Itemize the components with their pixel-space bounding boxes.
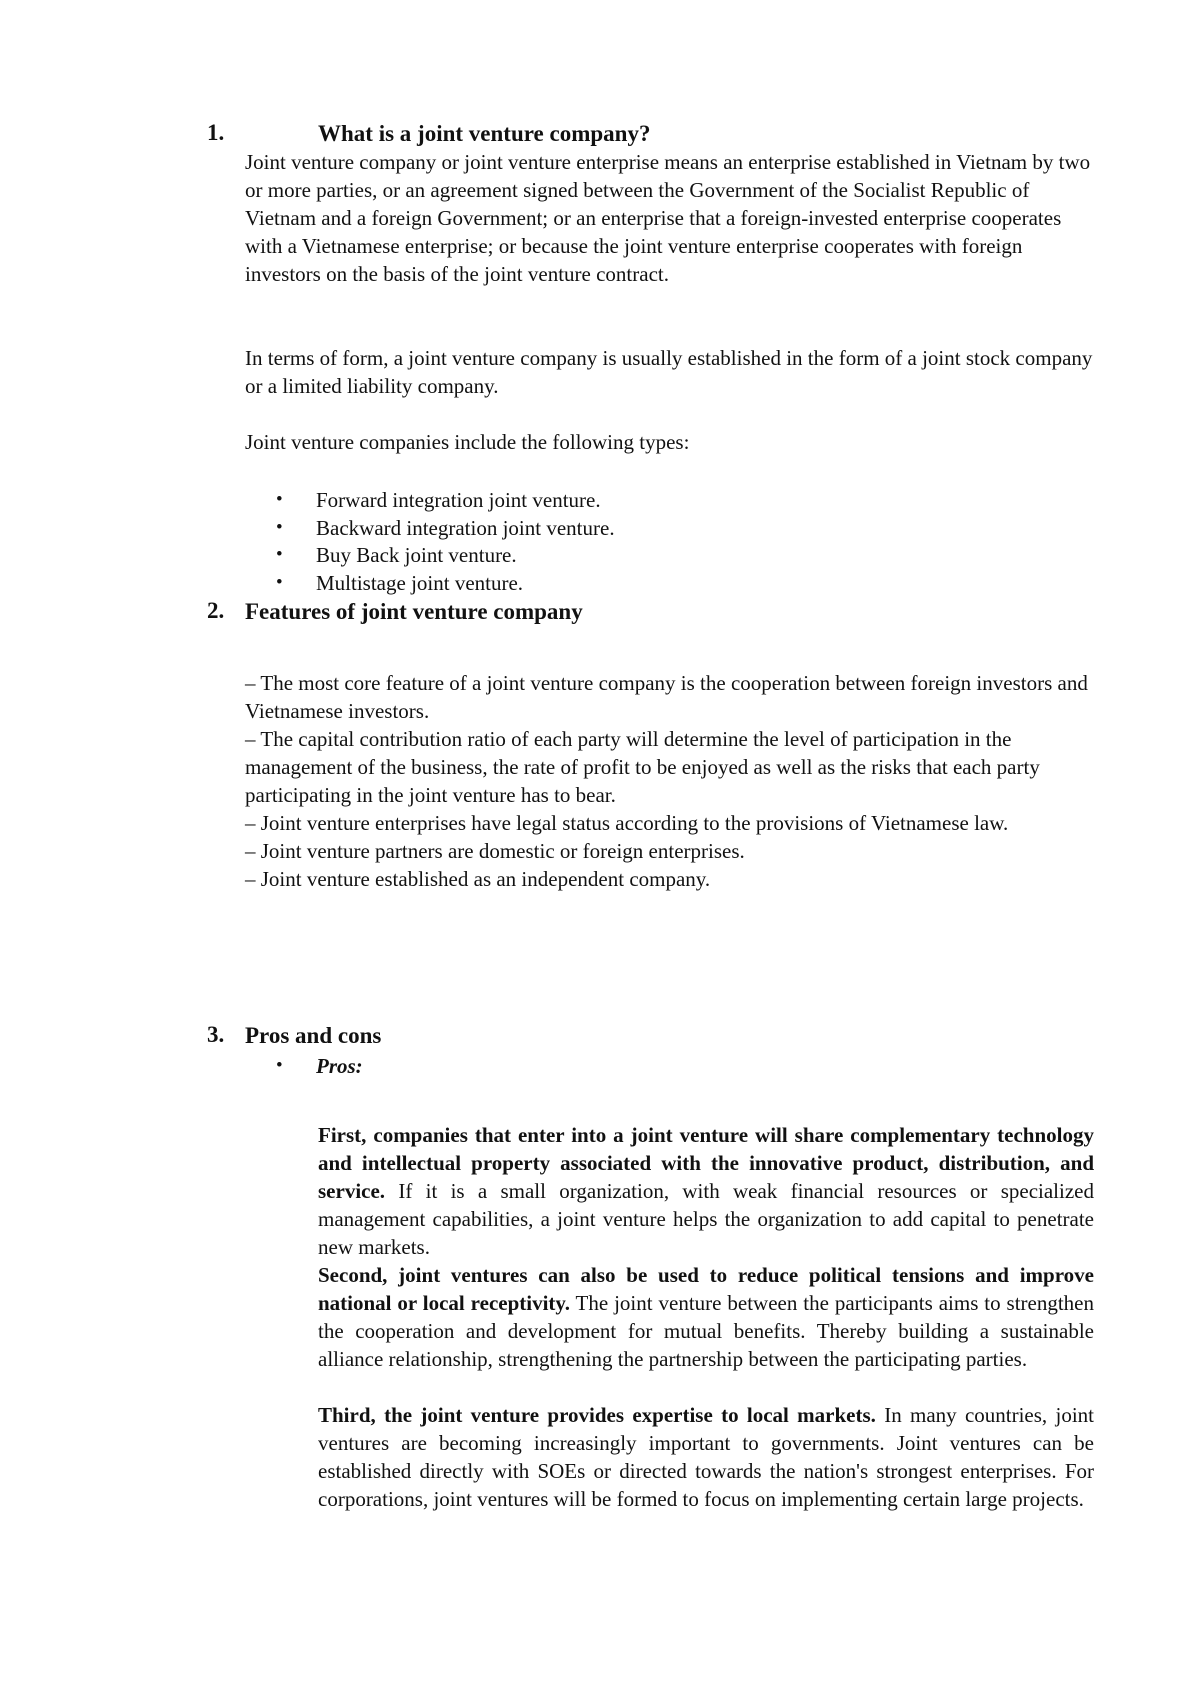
section-3-number: 3.	[207, 1022, 225, 1047]
section-1-paragraph-3: Joint venture companies include the following types:	[245, 430, 690, 454]
pros-paragraph-2	[318, 1261, 1094, 1373]
pros-2-bold: Second, joint ventures can also be used to reduce political tensions and improve national or local receptivity.	[318, 1263, 1094, 1315]
pros-label: Pros:	[316, 1054, 363, 1078]
section-1-number: 1.	[207, 120, 225, 145]
pros-3-bold: Third, the joint venture provides expertise to local markets.	[318, 1403, 876, 1427]
section-1-title: What is a joint venture company?	[318, 121, 651, 146]
bullet-icon: •	[276, 544, 283, 565]
pros-1-bold: First, companies that enter into a joint venture will share complementary technology and intellectual property associated with the innovative product, distribution, and service.	[318, 1123, 1094, 1203]
feature-item: – Joint venture established as an independent company.	[245, 867, 711, 891]
feature-item: – Joint venture partners are domestic or foreign enterprises.	[245, 839, 745, 863]
section-1-paragraph-2: In terms of form, a joint venture company is usually established in the form of a joint stock company or a limited liability company.	[245, 346, 1093, 398]
list-item-text: Multistage joint venture.	[316, 571, 524, 595]
bullet-icon: •	[276, 1055, 283, 1076]
section-2-title: Features of joint venture company	[245, 599, 583, 624]
features-list	[245, 669, 1095, 893]
bullet-icon: •	[276, 572, 283, 593]
bullet-icon: •	[276, 489, 283, 510]
section-3-title: Pros and cons	[245, 1023, 382, 1048]
section-1-paragraph-1: Joint venture company or joint venture enterprise means an enterprise established in Vietnam by two or more parties, or an agreement signed between the Government of the Socialist Republic of Vietnam and a foreign Government; or an enterprise that a foreign-invested enterprise cooperates with a Vietnamese enterprise; or because the joint venture enterprise cooperates with foreign investors on the basis of the joint venture contract.	[245, 150, 1091, 286]
list-item-text: Forward integration joint venture.	[316, 488, 601, 512]
pros-2-text: The joint venture between the participants aims to strengthen the cooperation and development for mutual benefits. Thereby building a sustainable alliance relationship, strengthening the partnership between the participating parties.	[318, 1291, 1094, 1371]
bullet-icon: •	[276, 517, 283, 538]
section-2-number: 2.	[207, 598, 225, 623]
list-item-text: Backward integration joint venture.	[316, 516, 615, 540]
feature-item: – The most core feature of a joint venture company is the cooperation between foreign investors and Vietnamese investors.	[245, 671, 1088, 723]
pros-paragraph-1	[318, 1121, 1094, 1261]
feature-item: – The capital contribution ratio of each party will determine the level of participation in the management of the business, the rate of profit to be enjoyed as well as the risks that each party participating in the joint venture has to bear.	[245, 727, 1040, 807]
feature-item: – Joint venture enterprises have legal status according to the provisions of Vietnamese law.	[245, 811, 1009, 835]
pros-1-text: If it is a small organization, with weak financial resources or specialized management capabilities, a joint venture helps the organization to add capital to penetrate new markets.	[318, 1179, 1094, 1259]
list-item-text: Buy Back joint venture.	[316, 543, 517, 567]
pros-paragraph-3	[318, 1401, 1094, 1513]
pros-3-text: In many countries, joint ventures are becoming increasingly important to governments. Joint ventures can be established directly with SOEs or directed towards the nation's strongest enterprises. For corporations, joint ventures will be formed to focus on implementing certain large projects.	[318, 1403, 1094, 1511]
